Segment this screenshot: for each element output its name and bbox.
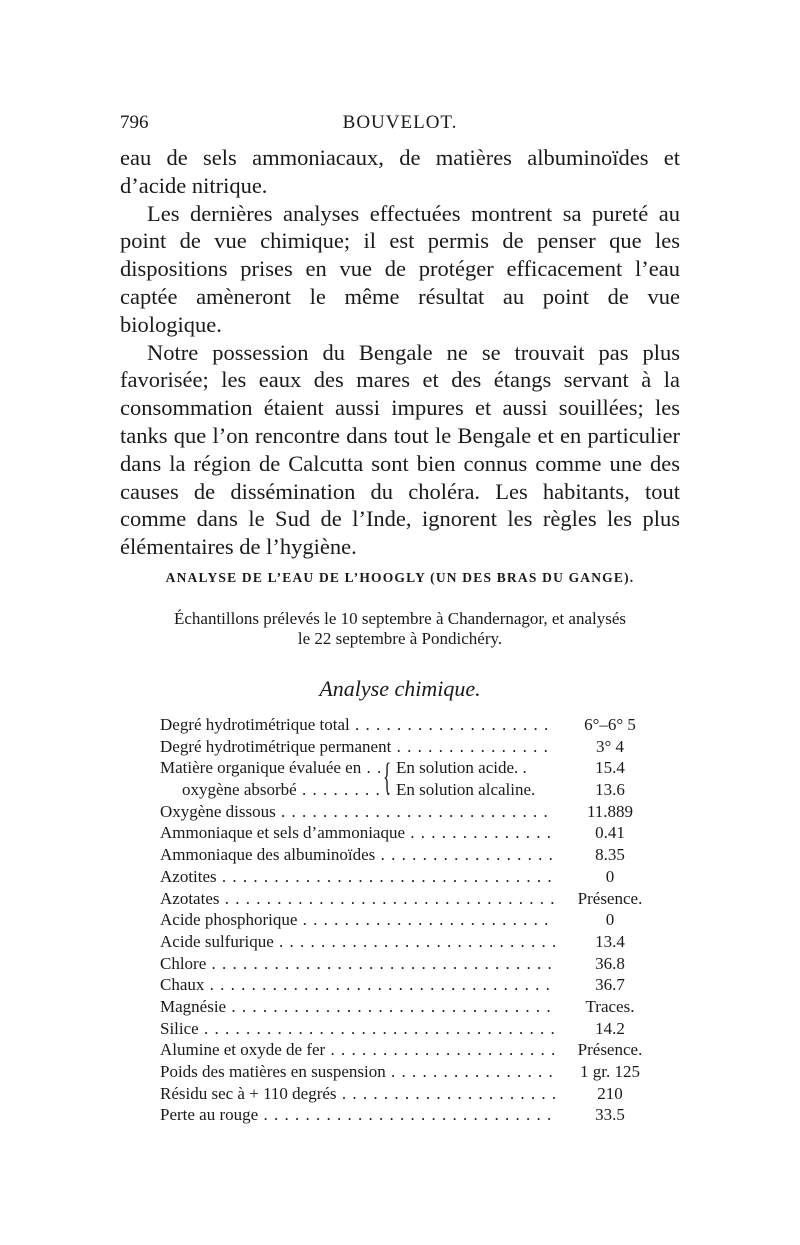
table-row: [160, 844, 680, 866]
row-label: Azotites . . .: [160, 866, 555, 888]
table-row: [160, 1061, 680, 1083]
row-label: Chlore . . .: [160, 953, 555, 975]
table-row: [160, 736, 680, 758]
row-label: Chaux . . .: [160, 974, 555, 996]
row-value: 15.4: [595, 758, 625, 778]
row-label: Ammoniaque des albuminoïdes . . .: [160, 844, 555, 866]
row-label: Poids des matières en suspension . . .: [160, 1061, 555, 1083]
analysis-title: Analyse chimique.: [319, 676, 481, 701]
row-label: oxygène absorbé . . .: [160, 779, 390, 801]
row-label: Degré hydrotimétrique total . . .: [160, 714, 555, 736]
page-header: [120, 112, 680, 138]
row-value: 0: [605, 910, 615, 930]
table-row: [160, 1018, 680, 1040]
table-row: [160, 822, 680, 844]
table-row: [160, 953, 680, 975]
paragraph: Notre possession du Bengale ne se trouvait pas plus favorisée; les eaux des mares et des étangs servant à la consommation étaient aussi impures et aussi souillées; les tanks que l’on rencontre dans tout le Bengale et en particulier dans la région de Calcutta sont bien connus comme une des causes de dissémination du choléra. Les habitants, tout comme dans le Sud de l’Inde, ignorent les règles les plus élémentaires de l’hygiène.: [120, 339, 680, 560]
row-value: 11.889: [586, 801, 634, 821]
table-row: [160, 974, 680, 996]
row-label: Résidu sec à + 110 degrés . . .: [160, 1083, 555, 1105]
row-sublabel: En solution acide. .: [396, 758, 527, 778]
table-row: [160, 1039, 680, 1061]
sample-note-line: Échantillons prélevés le 10 septembre à Chandernagor, et analysés: [173, 609, 627, 628]
row-value: 33.5: [595, 1105, 625, 1125]
table-row: [160, 779, 680, 801]
row-value: 13.4: [595, 931, 625, 951]
row-value: 0: [605, 866, 615, 886]
sample-note-line: le 22 septembre à Pondichéry.: [297, 629, 503, 648]
row-value: 36.7: [595, 975, 625, 995]
row-value: 13.6: [595, 780, 625, 800]
row-label: Oxygène dissous . . .: [160, 801, 555, 823]
row-value: 3° 4: [595, 736, 625, 756]
analysis-table: [160, 714, 680, 1126]
row-label: Alumine et oxyde de fer . . .: [160, 1039, 555, 1061]
body-text: [120, 144, 680, 561]
row-value: Traces.: [585, 996, 635, 1016]
table-row: [160, 714, 680, 736]
section-title: ANALYSE DE L’EAU DE L’HOOGLY (UN DES BRAS DU GANGE).: [165, 570, 635, 585]
row-label: Matière organique évaluée en . . .: [160, 757, 382, 779]
row-value: 36.8: [595, 953, 625, 973]
row-value: 210: [597, 1083, 623, 1103]
table-row: [160, 996, 680, 1018]
table-row: [160, 801, 680, 823]
row-value: 14.2: [595, 1018, 625, 1038]
page-number: 796: [120, 112, 149, 133]
table-row: [160, 888, 680, 910]
table-row: [160, 931, 680, 953]
row-value: Présence.: [577, 888, 643, 908]
row-label: Degré hydrotimétrique permanent . . .: [160, 736, 555, 758]
running-head: BOUVELOT.: [342, 112, 458, 133]
table-row: [160, 1083, 680, 1105]
row-label: Acide sulfurique . . .: [160, 931, 555, 953]
table-row: [160, 866, 680, 888]
table-row: [160, 909, 680, 931]
paragraph: Les dernières analyses effectuées montrent sa pureté au point de vue chimique; il est permis de penser que les dispositions prises en vue de protéger efficacement l’eau captée amèneront le même résultat au point de vue biologique.: [120, 200, 680, 337]
row-value: 0.41: [595, 823, 625, 843]
row-label: Perte au rouge . . .: [160, 1104, 555, 1126]
row-label: Ammoniaque et sels d’ammoniaque . . .: [160, 822, 555, 844]
row-label: Azotates . . .: [160, 888, 555, 910]
row-value: 8.35: [595, 845, 625, 865]
sample-note: [145, 609, 655, 649]
row-sublabel: En solution alcaline.: [396, 780, 536, 800]
paragraph: eau de sels ammoniacaux, de matières albuminoïdes et d’acide nitrique.: [120, 145, 680, 198]
row-value: Présence.: [577, 1040, 643, 1060]
row-label: Acide phosphorique . . .: [160, 909, 555, 931]
row-value: 1 gr. 125: [580, 1062, 640, 1081]
row-label: Magnésie . . .: [160, 996, 555, 1018]
brace: {: [383, 756, 392, 799]
row-label: Silice . . .: [160, 1018, 555, 1040]
row-value: 6°–6° 5: [584, 715, 636, 734]
table-row: [160, 1104, 680, 1126]
